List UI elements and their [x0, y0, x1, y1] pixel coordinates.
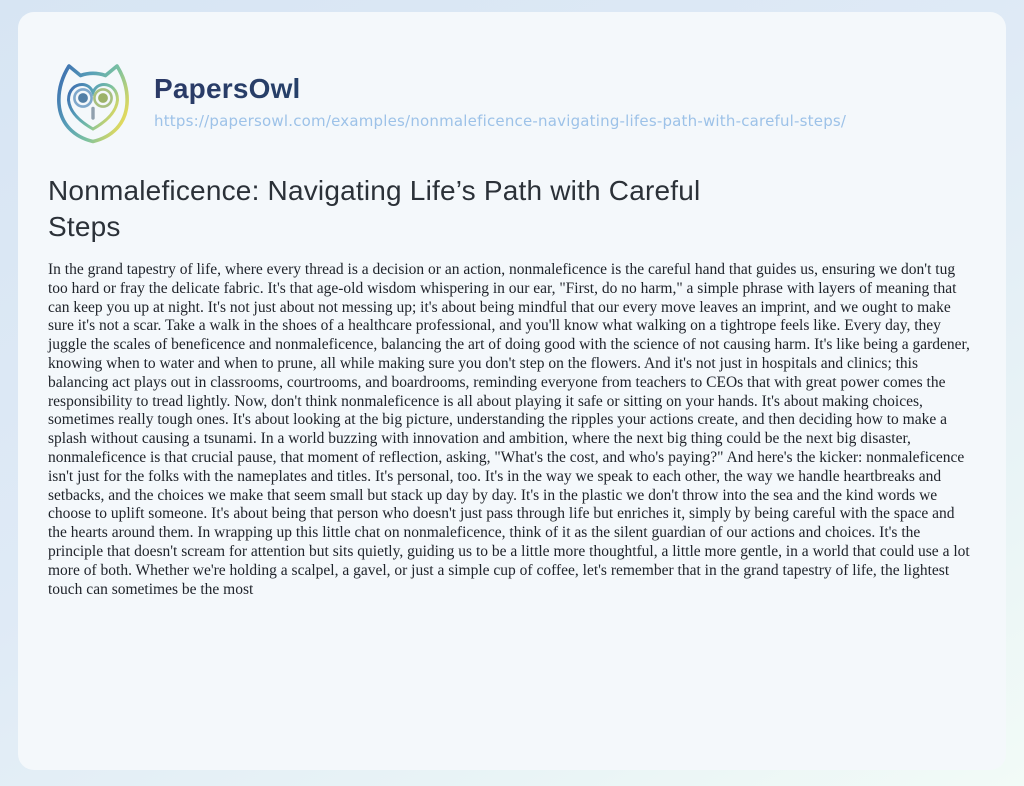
- brand-wordmark: PapersOwl: [154, 74, 846, 105]
- essay-body-text: In the grand tapestry of life, where every thread is a decision or an action, nonmaleficence is the careful hand that guides us, ensuring we don't tug too hard or fray the delicate fabric. It's that age-old wisdom whispering in our ear, "First, do no harm," a simple phrase with layers of meaning that can keep you up at night. It's not just about not messing up; it's about being mindful that our every move leaves an imprint, and we ought to make sure it's not a scar. Take a walk in the shoes of a healthcare professional, and you'll know what walking on a tightrope feels like. Every day, they juggle the scales of beneficence and nonmaleficence, balancing the art of doing good with the science of not causing harm. It's like being a gardener, knowing when to water and when to prune, all while making sure you don't step on the flowers. And it's not just in hospitals and clinics; this balancing act plays out in classrooms, courtrooms, and boardrooms, reminding everyone from teachers to CEOs that with great power comes the responsibility to tread lightly. Now, don't think nonmaleficence is all about playing it safe or sitting on your hands. It's about making choices, sometimes really tough ones. It's about looking at the big picture, understanding the ripples your actions create, and then deciding how to make a splash without causing a tsunami. In a world buzzing with innovation and ambition, where the next big thing could be the next big disaster, nonmaleficence is that crucial pause, that moment of reflection, asking, "What's the cost, and who's paying?" And here's the kicker: nonmaleficence isn't just for the folks with the nameplates and titles. It's personal, too. It's in the way we speak to each other, the way we handle heartbreaks and setbacks, and the choices we make that seem small but stack up day by day. It's in the plastic we don't throw into the sea and the kind words we choose to uplift someone. It's about being that person who doesn't just pass through life but enriches it, simply by being careful with the space and the hearts around them. In wrapping up this little chat on nonmaleficence, think of it as the silent guardian of our actions and choices. It's the principle that doesn't scream for attention but sits quietly, guiding us to be a little more thoughtful, a little more gentle, in a world that could use a lot more of both. Whether we're holding a scalpel, a gavel, or just a simple cup of coffee, let's remember that in the grand tapestry of life, the lightest touch can sometimes be the most: [48, 261, 970, 598]
- source-url-link[interactable]: https://papersowl.com/examples/nonmaleficence-navigating-lifes-path-with-careful-steps/: [154, 111, 847, 130]
- site-header: [48, 57, 977, 147]
- owl-logo-icon: [48, 57, 138, 147]
- header-text-block: [154, 74, 846, 130]
- essay-title: Nonmaleficence: Navigating Life’s Path with Careful Steps: [48, 175, 701, 242]
- content-panel: [18, 12, 1006, 770]
